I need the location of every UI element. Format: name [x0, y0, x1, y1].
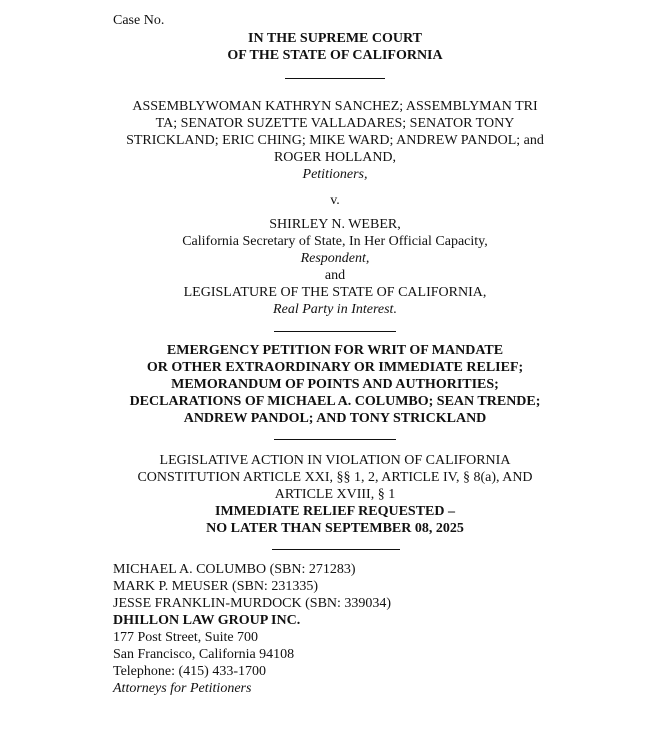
respondent-role: Respondent,	[300, 251, 370, 266]
court-heading-line: OF THE STATE OF CALIFORNIA	[227, 48, 443, 63]
document-title	[100, 342, 570, 427]
address-line: San Francisco, California 94108	[113, 647, 295, 662]
relief-line: IMMEDIATE RELIEF REQUESTED –	[215, 504, 455, 519]
action-line: CONSTITUTION ARTICLE XXI, §§ 1, 2, ARTICLE IV, § 8(a), AND	[137, 470, 533, 485]
counsel-role: Attorneys for Petitioners	[113, 681, 252, 696]
respondent-block	[100, 216, 570, 318]
petitioners-line: ASSEMBLYWOMAN KATHRYN SANCHEZ; ASSEMBLYMAN TRI	[132, 99, 538, 114]
firm-name: DHILLON LAW GROUP INC.	[113, 613, 301, 628]
respondent-name: SHIRLEY N. WEBER,	[269, 217, 401, 232]
and-label: and	[324, 268, 346, 283]
petitioners-line: ROGER HOLLAND,	[273, 150, 397, 165]
real-party-name: LEGISLATURE OF THE STATE OF CALIFORNIA,	[183, 285, 487, 300]
address-line: 177 Post Street, Suite 700	[113, 630, 259, 645]
attorney-line: JESSE FRANKLIN-MURDOCK (SBN: 339034)	[113, 596, 392, 611]
divider-rule	[274, 331, 396, 332]
attorney-line: MARK P. MEUSER (SBN: 231335)	[113, 579, 318, 594]
divider-rule	[285, 78, 385, 79]
action-line: ARTICLE XVIII, § 1	[274, 487, 396, 502]
document-title-line: EMERGENCY PETITION FOR WRIT OF MANDATE	[166, 343, 504, 358]
action-line: LEGISLATIVE ACTION IN VIOLATION OF CALIFORNIA	[159, 453, 511, 468]
document-title-line: MEMORANDUM OF POINTS AND AUTHORITIES;	[171, 377, 499, 392]
divider-rule	[272, 549, 400, 550]
petitioners-line: STRICKLAND; ERIC CHING; MIKE WARD; ANDREW PANDOL; and	[126, 133, 544, 148]
action-block	[100, 452, 570, 537]
attorney-line: MICHAEL A. COLUMBO (SBN: 271283)	[113, 562, 356, 577]
document-title-line: OR OTHER EXTRAORDINARY OR IMMEDIATE RELIEF;	[146, 360, 524, 375]
case-number-label: Case No.	[113, 13, 165, 28]
petitioners-role: Petitioners,	[302, 167, 368, 182]
telephone: Telephone: (415) 433-1700	[113, 664, 266, 679]
petitioners-block	[100, 98, 570, 183]
relief-line: NO LATER THAN SEPTEMBER 08, 2025	[206, 521, 464, 536]
court-heading	[100, 30, 570, 64]
divider-rule	[274, 439, 396, 440]
petitioners-line: TA; SENATOR SUZETTE VALLADARES; SENATOR TONY	[155, 116, 515, 131]
real-party-role: Real Party in Interest.	[273, 302, 397, 317]
document-title-line: ANDREW PANDOL; AND TONY STRICKLAND	[183, 411, 487, 426]
counsel-block	[113, 561, 553, 697]
respondent-title: California Secretary of State, In Her Official Capacity,	[182, 234, 488, 249]
document-title-line: DECLARATIONS OF MICHAEL A. COLUMBO; SEAN TRENDE;	[129, 394, 541, 409]
versus-label: v.	[330, 193, 340, 208]
court-heading-line: IN THE SUPREME COURT	[248, 31, 422, 46]
